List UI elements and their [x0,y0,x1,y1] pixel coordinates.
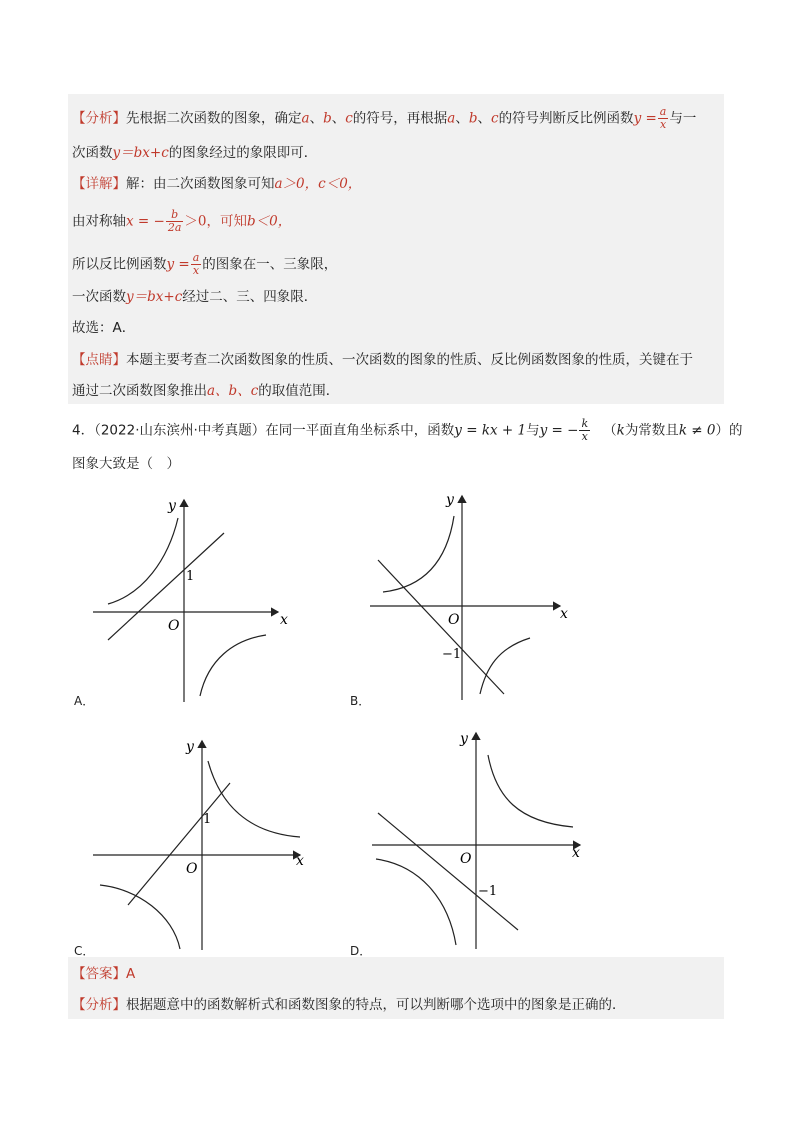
intercept-label: 1 [203,812,212,827]
linear-function-line [108,533,224,640]
detail-line-4: 一次函数y＝bx+c经过二、三、四象限． [72,289,318,305]
option-d-graph [368,727,588,952]
x-axis-label: x [572,845,580,861]
detail-line-2: 由对称轴x = − $\frac{b}{2a}$ ＞0，可知b＜0， [72,208,292,234]
fraction-a-over-x: $\frac{a}{x}$ [659,105,667,131]
analysis2-line: 【分析】根据题意中的函数解析式和函数图象的特点，可以判断哪个选项中的图象是正确的． [72,997,626,1013]
comment-line-2: 通过二次函数图象推出a、b、c的取值范围． [72,383,340,399]
answer-value: A [126,966,136,982]
hyperbola-branch-upper-left [383,516,454,592]
x-axis-label: x [296,853,304,869]
hyperbola-branch-upper-right [208,761,300,837]
analysis-line-1: 【分析】先根据二次函数的图象，确定a、b、c的符号，再根据a、b、c的符号判断反比例函数y = $\frac{a}{x}$ 与一 [72,105,697,131]
fraction-a-over-x-2: $\frac{a}{x}$ [192,251,200,277]
hyperbola-branch-lower-right [200,635,266,696]
origin-label: O [168,618,180,634]
hyperbola-branch-lower-left [376,859,456,945]
y-axis-label: y [186,739,194,755]
option-a-graph [88,490,298,705]
analysis2-tag: 【分析】 [72,997,126,1013]
hyperbola-branch-lower-right [480,638,530,694]
option-c-letter: C． [74,944,95,958]
origin-label: O [460,851,472,867]
intercept-label: −1 [478,884,498,899]
detail-line-5: 故选：A． [72,320,136,336]
fraction-k-over-x: $\frac{k}{x}$ [581,417,589,443]
option-a-letter: A． [74,694,95,708]
origin-label: O [448,612,460,628]
hyperbola-branch-upper-left [108,518,178,604]
origin-label: O [186,861,198,877]
answer-line [72,965,135,983]
comment-line-1: 【点睛】本题主要考查二次函数图象的性质、一次函数的图象的性质、反比例函数图象的性质，关键在于 [72,352,693,368]
question-source: （2022·山东滨州·中考真题） [94,422,266,439]
option-d-letter: D． [350,944,372,958]
question-number: 4． [72,422,95,439]
option-c-graph [88,735,313,955]
linear-function-line [378,813,518,930]
intercept-label: −1 [442,647,462,662]
linear-function-line [128,783,230,905]
hyperbola-branch-lower-left [100,885,180,949]
option-b-letter: B． [350,694,371,708]
detail-tag: 【详解】 [72,176,126,192]
question-line-1: 4．（2022·山东滨州·中考真题）在同一平面直角坐标系中，函数y = kx + 1与y = − $\frac{k}{x}$ （k为常数且k ≠ 0）的 [72,417,743,443]
y-axis-label: y [460,731,468,747]
intercept-label: 1 [186,569,195,584]
x-axis-label: x [560,606,568,622]
comment-tag: 【点睛】 [72,352,126,368]
analysis-tag: 【分析】 [72,110,126,127]
question-line-2: 图象大致是（ ） [72,456,180,472]
hyperbola-branch-upper-right [488,755,573,827]
analysis-line-2: 次函数y＝bx+c的图象经过的象限即可． [72,145,318,161]
detail-line-3: 所以反比例函数y = $\frac{a}{x}$ 的图象在一、三象限， [72,251,338,277]
fraction-b-over-2a: $\frac{b}{2a}$ [167,208,182,234]
answer-tag: 【答案】 [72,966,126,982]
linear-function-line [378,560,504,694]
option-b-graph [368,488,578,703]
y-axis-label: y [446,492,454,508]
y-axis-label: y [168,498,176,514]
x-axis-label: x [280,612,288,628]
detail-line-1: 【详解】解：由二次函数图象可知a＞0，c＜0， [72,176,362,192]
